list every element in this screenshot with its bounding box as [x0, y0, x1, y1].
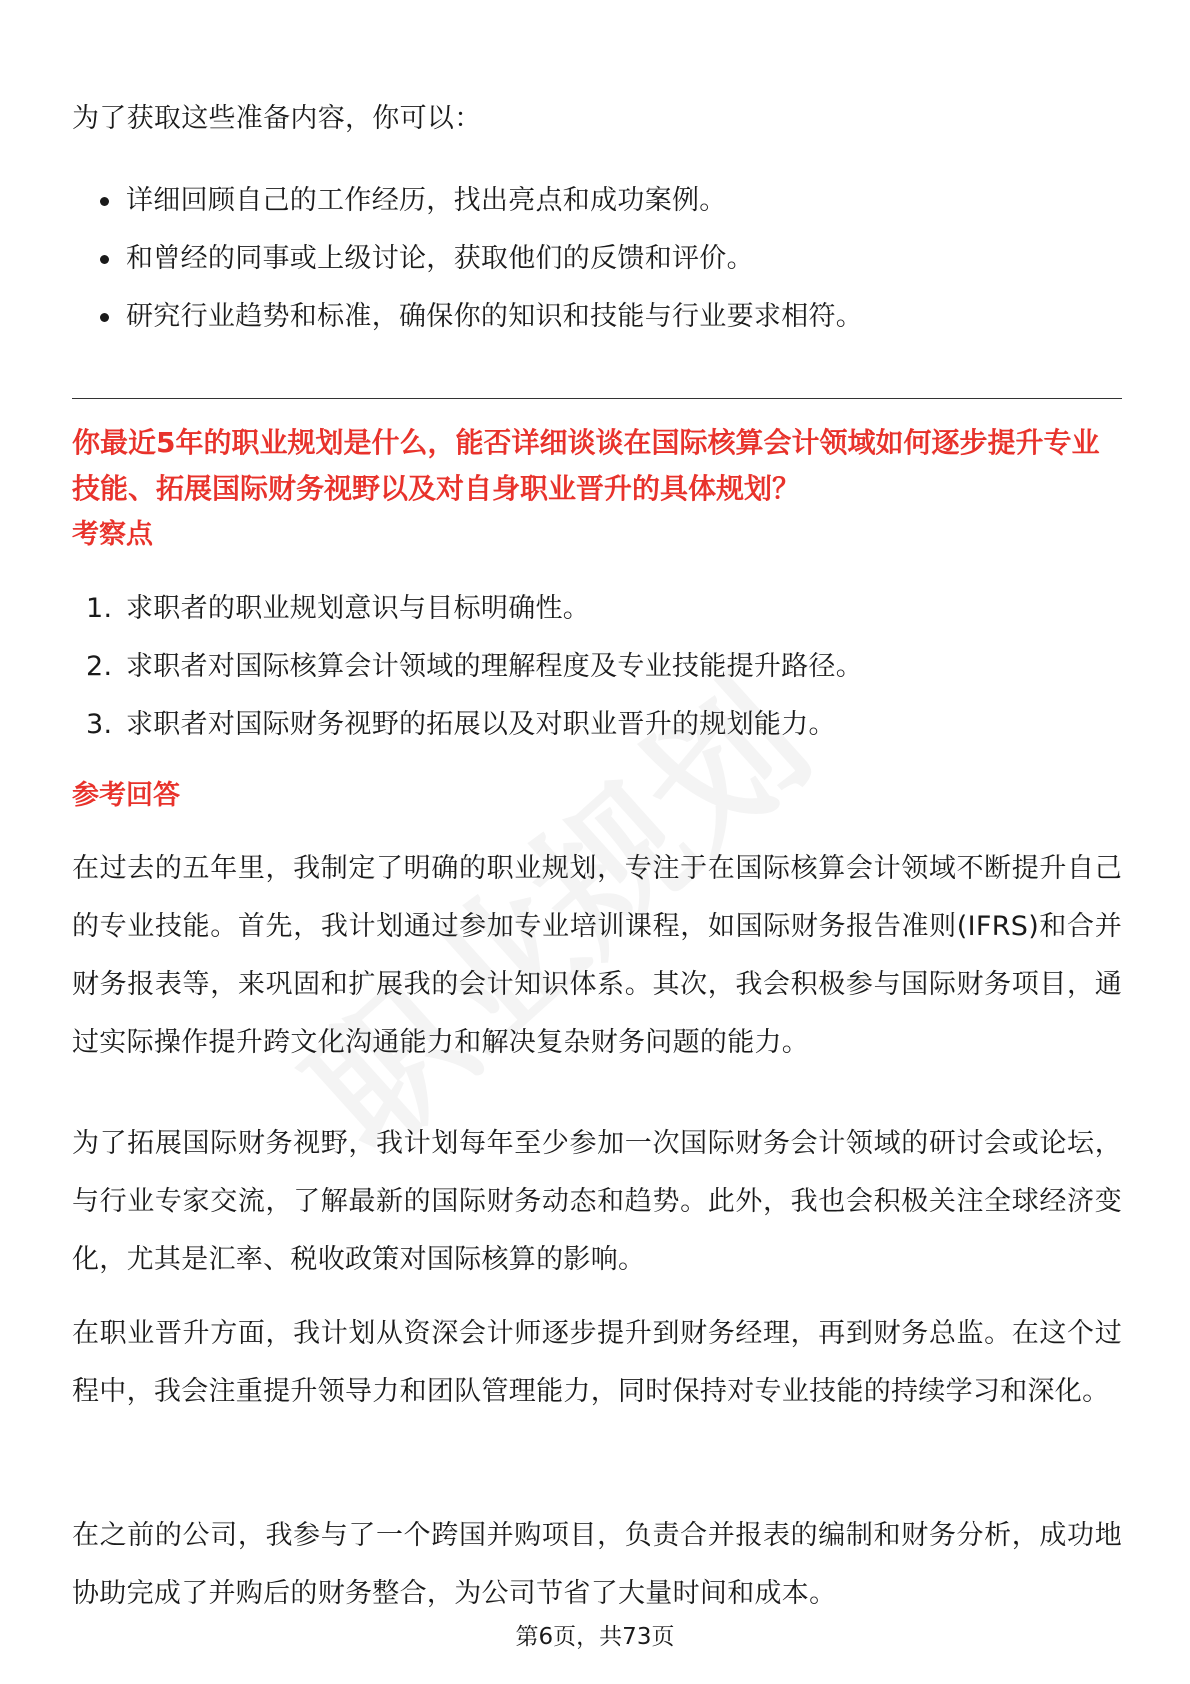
- points-text: 求职者的职业规划意识与目标明确性。: [126, 593, 591, 624]
- answer-paragraph: 在过去的五年里，我制定了明确的职业规划，专注于在国际核算会计领域不断提升自己的专业技能。首先，我计划通过参加专业培训课程，如国际财务报告准则(IFRS)和合并财务报表等，来巩固和扩展我的会计知识体系。其次，我会积极参与国际财务项目，通过实际操作提升跨文化沟通能力和解决复杂财务问题的能力。: [72, 853, 1122, 1058]
- points-item: [72, 580, 863, 638]
- page-number: 第6页，共73页: [515, 1624, 675, 1650]
- points-number: 1.: [86, 593, 113, 624]
- bullet-item: [72, 288, 863, 346]
- interview-question: 你最近5年的职业规划是什么，能否详细谈谈在国际核算会计领域如何逐步提升专业技能、拓展国际财务视野以及对自身职业晋升的具体规划？: [72, 426, 1100, 505]
- intro-text: 为了获取这些准备内容，你可以：: [72, 103, 482, 134]
- bullet-text: 研究行业趋势和标准，确保你的知识和技能与行业要求相符。: [126, 301, 864, 332]
- answer-paragraph: 为了拓展国际财务视野，我计划每年至少参加一次国际财务会计领域的研讨会或论坛，与行业专家交流，了解最新的国际财务动态和趋势。此外，我也会积极关注全球经济变化，尤其是汇率、税收政策对国际核算的影响。: [72, 1128, 1122, 1275]
- bullet-icon: [100, 313, 109, 322]
- points-item: [72, 696, 863, 754]
- points-number: 2.: [86, 651, 113, 682]
- points-text: 求职者对国际财务视野的拓展以及对职业晋升的规划能力。: [126, 709, 836, 740]
- bullet-item: [72, 230, 863, 288]
- document-page: [72, 0, 1122, 1684]
- section-divider: [72, 398, 1122, 399]
- points-text: 求职者对国际核算会计领域的理解程度及专业技能提升路径。: [126, 651, 864, 682]
- answer-heading: 参考回答: [72, 780, 180, 811]
- points-heading: 考察点: [72, 519, 153, 550]
- bullet-icon: [100, 197, 109, 206]
- bullet-icon: [100, 255, 109, 264]
- answer-paragraph: 在之前的公司，我参与了一个跨国并购项目，负责合并报表的编制和财务分析，成功地协助完成了并购后的财务整合，为公司节省了大量时间和成本。: [72, 1520, 1122, 1609]
- points-number: 3.: [86, 709, 113, 740]
- bullet-text: 和曾经的同事或上级讨论，获取他们的反馈和评价。: [126, 243, 754, 274]
- bullet-item: [72, 172, 863, 230]
- points-list: [72, 580, 863, 754]
- bullet-list: [72, 172, 863, 346]
- bullet-text: 详细回顾自己的工作经历，找出亮点和成功案例。: [126, 185, 727, 216]
- points-item: [72, 638, 863, 696]
- answer-paragraph: 在职业晋升方面，我计划从资深会计师逐步提升到财务经理，再到财务总监。在这个过程中，我会注重提升领导力和团队管理能力，同时保持对专业技能的持续学习和深化。: [72, 1318, 1122, 1407]
